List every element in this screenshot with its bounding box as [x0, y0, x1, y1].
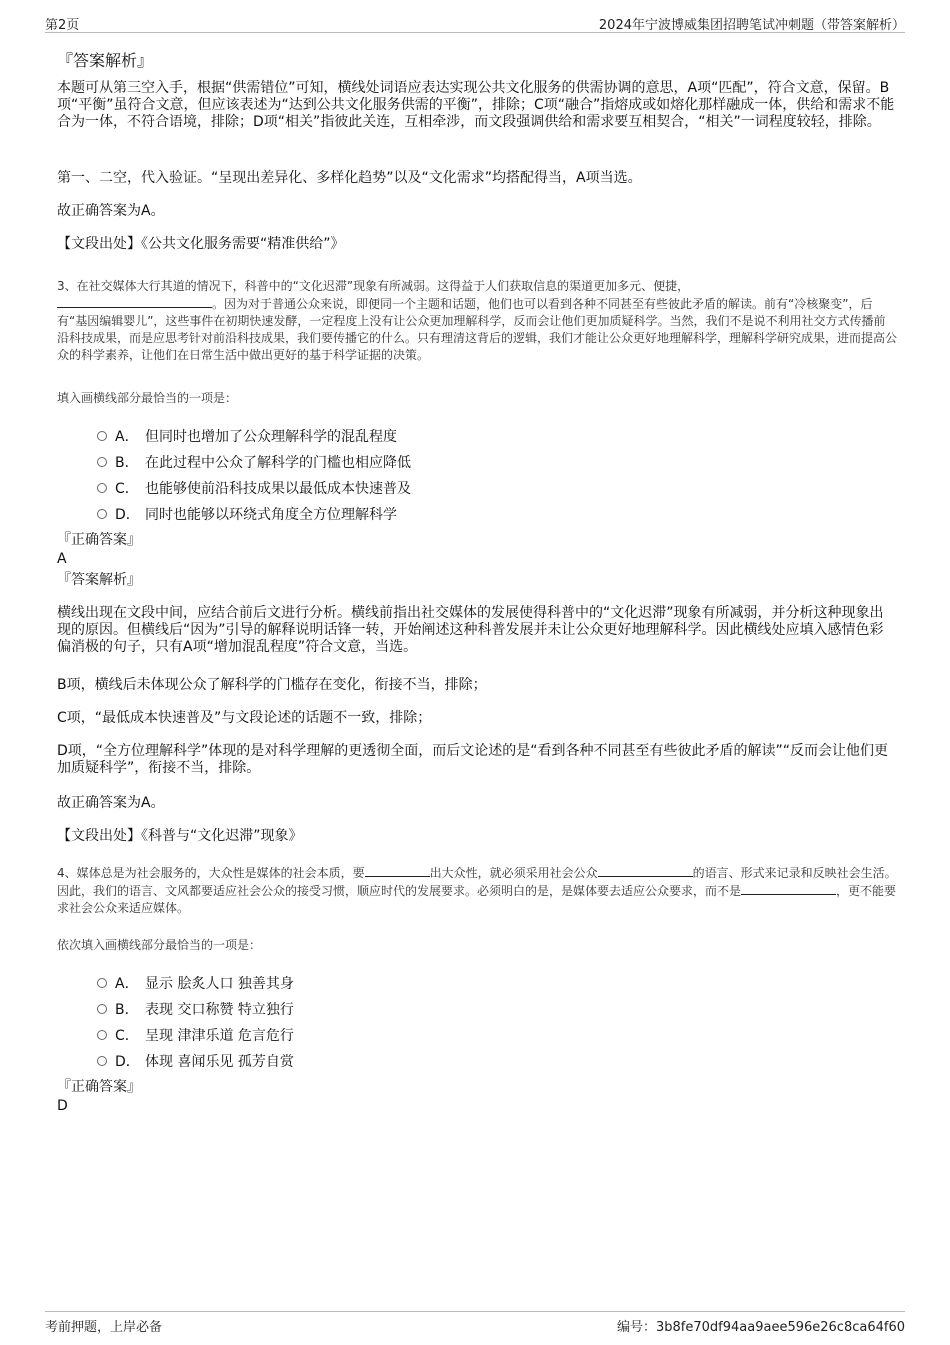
- radio-icon[interactable]: [97, 483, 107, 493]
- q4-option-d[interactable]: D． 体现 喜闻乐见 孤芳自赏: [97, 1051, 294, 1069]
- q3-source: 【文段出处】《科普与“文化迟滞”现象》: [57, 828, 303, 844]
- radio-icon[interactable]: [97, 509, 107, 519]
- page-number: 第2页: [45, 18, 80, 33]
- page-footer: [45, 1311, 905, 1334]
- q2-conclusion: 故正确答案为A。: [57, 203, 165, 219]
- radio-icon[interactable]: [97, 1004, 107, 1014]
- radio-icon[interactable]: [97, 457, 107, 467]
- q4-blank-2: [598, 864, 693, 877]
- q3-stem: 3、在社交媒体大行其道的情况下，科普中的“文化迟滞”现象有所减弱。这得益于人们获取信息的渠道更加多元、便捷， 。因为对于普通公众来说，即便同一个主题和话题，他们也可以看到各种不同甚至有些彼此矛盾的解读。前有“冷核聚变”，后有“基因编辑婴儿”，这些事件在初期快速发酵，一定程度上没有让公众更加理解科学，反而会让他们更加质疑科学。当然，我们不是说不利用社交方式传播前沿科技成果，而是应思考针对前沿科技成果，我们要传播它的什么。只有理清这背后的逻辑，我们才能让公众更好地理解科学，理解科学研究成果，进而提高公众的科学素养，让他们在日常生活中做出更好的基于科学证据的决策。: [57, 279, 898, 362]
- q3-answer: A: [57, 551, 67, 567]
- q3-analysis-label: 『答案解析』: [57, 572, 141, 588]
- q3-analysis-d: D项，“全方位理解科学”体现的是对科学理解的更透彻全面，而后文论述的是“看到各种不同甚至有些彼此矛盾的解读”“反而会让他们更加质疑科学”，衔接不当，排除。: [57, 743, 889, 776]
- q3-blank: [57, 295, 212, 308]
- radio-icon[interactable]: [97, 431, 107, 441]
- q4-blank-3: [741, 882, 836, 895]
- footer-slogan: 考前押题，上岸必备: [45, 1320, 163, 1335]
- q3-option-c[interactable]: C． 也能够使前沿科技成果以最低成本快速普及: [97, 478, 411, 496]
- q3-answer-label: 『正确答案』: [57, 532, 141, 548]
- page-header: [45, 12, 905, 33]
- q4-stem: 4、媒体总是为社会服务的，大众性是媒体的社会本质，要 出大众性，就必须采用社会公众 的语言、形式来记录和反映社会生活。因此，我们的语言、文风都要适应社会公众的接受习惯，顺应时代的发展要求。必须明白的是，是媒体要去适应公众要求，而不是 ，更不能要求社会公众来适应媒体。: [57, 866, 897, 915]
- q4-answer-label: 『正确答案』: [57, 1079, 141, 1095]
- q3-analysis-b: B项，横线后未体现公众了解科学的门槛存在变化，衔接不当，排除；: [57, 677, 487, 693]
- q4-option-c[interactable]: C． 呈现 津津乐道 危言危行: [97, 1025, 294, 1043]
- q3-conclusion: 故正确答案为A。: [57, 795, 165, 811]
- q2-source: 【文段出处】《公共文化服务需要“精准供给”》: [57, 236, 345, 252]
- q4-prompt: 依次填入画横线部分最恰当的一项是：: [57, 938, 262, 952]
- q4-answer: D: [57, 1098, 68, 1114]
- document-title: 2024年宁波博威集团招聘笔试冲刺题（带答案解析）: [598, 18, 905, 33]
- radio-icon[interactable]: [97, 1056, 107, 1066]
- q3-analysis-c: C项，“最低成本快速普及”与文段论述的话题不一致，排除；: [57, 710, 432, 726]
- q4-option-a[interactable]: A． 显示 脍炙人口 独善其身: [97, 973, 294, 991]
- q3-prompt: 填入画横线部分最恰当的一项是：: [57, 391, 238, 405]
- q3-analysis-p1: 横线出现在文段中间，应结合前后文进行分析。横线前指出社交媒体的发展使得科普中的“文化迟滞”现象有所减弱，并分析这种现象出现的原因。但横线后“因为”引导的解释说明话锋一转，开始阐述这种科普发展并未让公众更好地理解科学。因此横线处应填入感情色彩偏消极的句子，只有A项“增加混乱程度”符合文意，当选。: [57, 605, 884, 655]
- q2-analysis-p2: 第一、二空，代入验证。“呈现出差异化、多样化趋势”以及“文化需求”均搭配得当，A项当选。: [57, 170, 642, 186]
- radio-icon[interactable]: [97, 978, 107, 988]
- q3-option-d[interactable]: D． 同时也能够以环绕式角度全方位理解科学: [97, 504, 397, 522]
- q2-analysis-label: 『答案解析』: [57, 51, 154, 70]
- q4-blank-1: [365, 864, 430, 877]
- q4-option-b[interactable]: B． 表现 交口称赞 特立独行: [97, 999, 294, 1017]
- q3-option-a[interactable]: A． 但同时也增加了公众理解科学的混乱程度: [97, 426, 397, 444]
- q2-analysis-p1: 本题可从第三空入手，根据“供需错位”可知，横线处词语应表达实现公共文化服务的供需协调的意思，A项“匹配”，符合文意，保留。B项“平衡”虽符合文意，但应该表述为“达到公共文化服务供需的平衡”，排除；C项“融合”指熔成或如熔化那样融成一体，供给和需求不能合为一体，不符合语境，排除；D项“相关”指彼此关连，互相牵涉，而文段强调供给和需求要互相契合，“相关”一词程度较轻，排除。: [57, 80, 895, 130]
- q3-option-b[interactable]: B． 在此过程中公众了解科学的门槛也相应降低: [97, 452, 411, 470]
- footer-code: 编号：3b8fe70df94aa9aee596e26c8ca64f60: [617, 1320, 905, 1335]
- radio-icon[interactable]: [97, 1030, 107, 1040]
